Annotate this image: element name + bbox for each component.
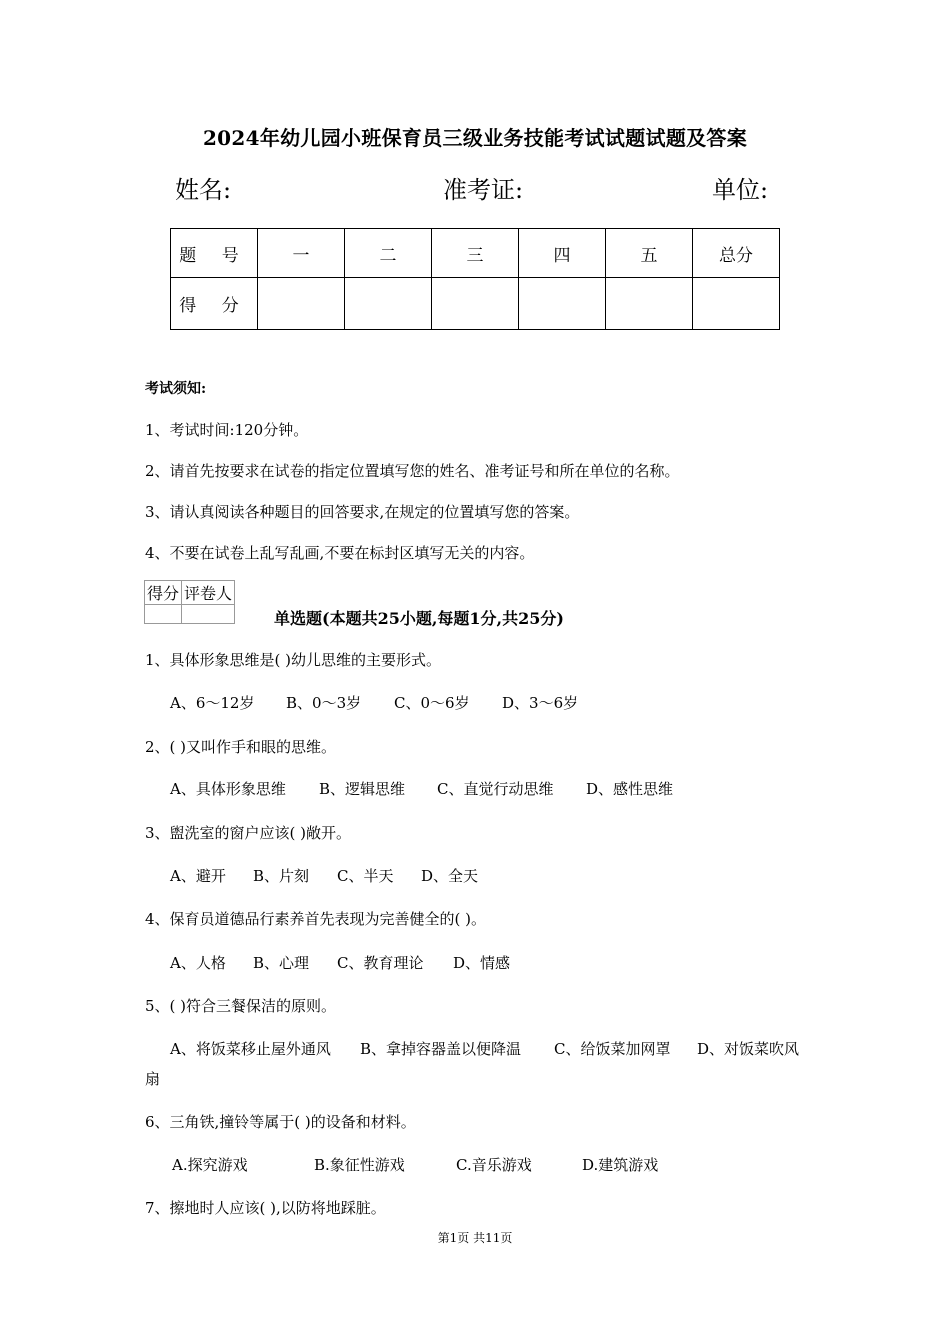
score-table-row-label: 得 分: [171, 278, 258, 330]
question-options: [170, 865, 478, 886]
score-table-column-5: 五: [606, 229, 693, 278]
score-table-column-4: 四: [519, 229, 606, 278]
score-table-score-row: [171, 278, 780, 330]
score-table-column-2: 二: [345, 229, 432, 278]
option[interactable]: A、避开: [170, 867, 226, 885]
question-options: [170, 692, 578, 713]
option[interactable]: B、心理: [253, 954, 310, 972]
option[interactable]: C、教育理论: [337, 954, 424, 972]
question-text: 2、( )又叫作手和眼的思维。: [145, 738, 337, 756]
score-table-column-total: 总分: [693, 229, 780, 278]
notice-item: 3、请认真阅读各种题目的回答要求,在规定的位置填写您的答案。: [145, 503, 580, 521]
option[interactable]: A、将饭菜移止屋外通风: [170, 1040, 331, 1058]
question-options: [170, 778, 673, 799]
option[interactable]: A、6～12岁: [170, 694, 255, 712]
score-table-column-1: 一: [258, 229, 345, 278]
option[interactable]: A.探究游戏: [172, 1156, 248, 1174]
grader-reviewer-label: 评卷人: [182, 581, 235, 605]
question-options: [170, 1038, 799, 1059]
option[interactable]: B、逻辑思维: [319, 780, 406, 798]
grader-box: [144, 580, 235, 624]
grader-score-label: 得分: [145, 581, 182, 605]
option[interactable]: D.建筑游戏: [582, 1156, 659, 1174]
notice-item: 1、考试时间:120分钟。: [145, 421, 309, 439]
grader-reviewer-cell[interactable]: [182, 605, 235, 624]
exam-number-field-label: 准考证:: [443, 176, 524, 204]
grader-score-cell[interactable]: [145, 605, 182, 624]
unit-field-label: 单位:: [712, 176, 769, 204]
option[interactable]: D、感性思维: [586, 780, 674, 798]
option[interactable]: A、人格: [170, 954, 226, 972]
notice-item: 4、不要在试卷上乱写乱画,不要在标封区填写无关的内容。: [145, 544, 535, 562]
option[interactable]: D、对饭菜吹风: [697, 1040, 800, 1058]
option[interactable]: B、0～3岁: [286, 694, 362, 712]
option[interactable]: C、直觉行动思维: [437, 780, 554, 798]
option[interactable]: D、3～6岁: [502, 694, 579, 712]
option[interactable]: D、情感: [453, 954, 511, 972]
question-text: 3、盥洗室的窗户应该( )敞开。: [145, 824, 352, 842]
score-table-column-3: 三: [432, 229, 519, 278]
question-text: 1、具体形象思维是( )幼儿思维的主要形式。: [145, 651, 442, 669]
page-title: 2024年幼儿园小班保育员三级业务技能考试试题试题及答案: [202, 126, 748, 150]
page-footer: 第1页 共11页: [437, 1231, 513, 1245]
score-cell-5[interactable]: [606, 278, 693, 330]
score-table: [170, 228, 780, 330]
option[interactable]: C、给饭菜加网罩: [554, 1040, 671, 1058]
option[interactable]: C、0～6岁: [394, 694, 470, 712]
option[interactable]: C.音乐游戏: [456, 1156, 532, 1174]
option[interactable]: B、片刻: [253, 867, 310, 885]
score-cell-3[interactable]: [432, 278, 519, 330]
name-field-label: 姓名:: [175, 176, 232, 204]
question-options: [172, 1154, 658, 1175]
score-cell-2[interactable]: [345, 278, 432, 330]
question-text: 6、三角铁,撞铃等属于( )的设备和材料。: [145, 1113, 416, 1131]
question-text: 7、擦地时人应该( ),以防将地踩脏。: [145, 1199, 386, 1217]
option[interactable]: B.象征性游戏: [314, 1156, 405, 1174]
score-cell-total[interactable]: [693, 278, 780, 330]
option[interactable]: A、具体形象思维: [170, 780, 286, 798]
option[interactable]: C、半天: [337, 867, 394, 885]
notice-item: 2、请首先按要求在试卷的指定位置填写您的姓名、准考证号和所在单位的名称。: [145, 462, 680, 480]
score-table-header-row: [171, 229, 780, 278]
question-options: [170, 952, 510, 973]
score-cell-4[interactable]: [519, 278, 606, 330]
option[interactable]: B、拿掉容器盖以便降温: [360, 1040, 522, 1058]
notice-title: 考试须知:: [145, 381, 207, 397]
score-cell-1[interactable]: [258, 278, 345, 330]
option[interactable]: D、全天: [421, 867, 479, 885]
section-title: 单选题(本题共25小题,每题1分,共25分): [274, 609, 564, 628]
question-text: 5、( )符合三餐保洁的原则。: [145, 997, 337, 1015]
score-table-header-label: 题 号: [171, 229, 258, 278]
question-text: 4、保育员道德品行素养首先表现为完善健全的( )。: [145, 910, 487, 928]
option-wrap-text: 扇: [145, 1070, 161, 1088]
